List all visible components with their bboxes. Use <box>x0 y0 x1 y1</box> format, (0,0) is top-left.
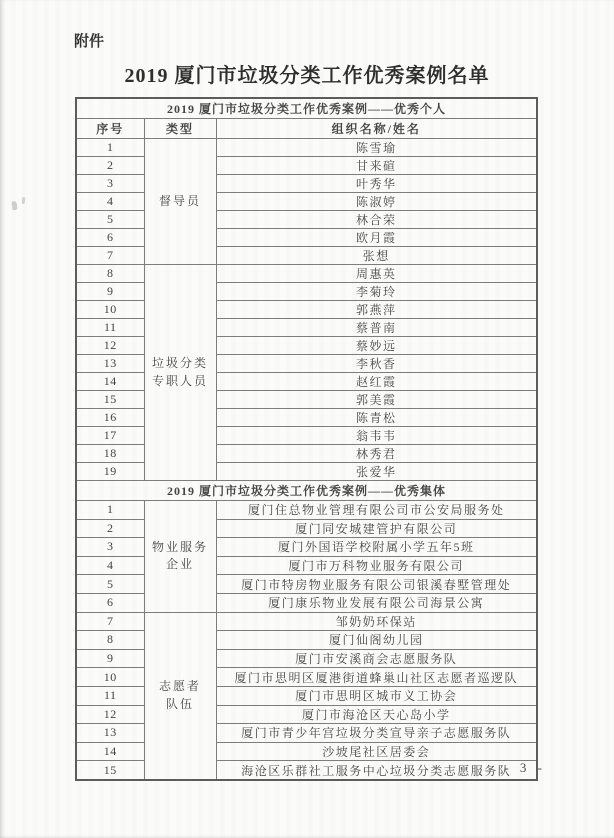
row-number-cell: 1 <box>76 501 144 520</box>
name-cell: 厦门市安溪商会志愿服务队 <box>216 649 537 668</box>
row-number-cell: 7 <box>76 247 144 265</box>
name-cell: 厦门仙阁幼儿园 <box>216 631 537 650</box>
table-row <box>76 265 537 283</box>
name-cell: 厦门康乐物业发展有限公司海景公寓 <box>216 593 537 612</box>
row-number-cell: 12 <box>76 337 144 355</box>
row-number-cell: 3 <box>76 175 144 193</box>
row-number-cell: 11 <box>76 319 144 337</box>
name-cell: 赵红霞 <box>216 373 537 391</box>
row-number-cell: 5 <box>76 211 144 229</box>
name-cell: 翁韦韦 <box>216 427 537 445</box>
row-number-cell: 15 <box>76 761 144 780</box>
name-cell: 厦门市万科物业服务有限公司 <box>216 556 537 575</box>
name-cell: 厦门市思明区厦港街道蜂巢山社区志愿者巡逻队 <box>216 668 537 687</box>
scan-noise-mark <box>22 197 26 204</box>
row-number-cell: 16 <box>76 409 144 427</box>
page-number: - 3 - <box>504 760 546 775</box>
table-row <box>76 612 537 631</box>
row-number-cell: 2 <box>76 519 144 538</box>
name-cell: 海沧区乐群社工服务中心垃圾分类志愿服务队 <box>216 761 537 780</box>
name-cell: 甘来碹 <box>216 157 537 175</box>
type-cell: 志愿者 队伍 <box>144 612 216 780</box>
page-title: 2019 厦门市垃圾分类工作优秀案例名单 <box>124 65 490 87</box>
row-number-cell: 9 <box>76 283 144 301</box>
row-number-cell: 7 <box>76 612 144 631</box>
scan-noise-mark <box>11 201 17 211</box>
row-number-cell: 15 <box>76 391 144 409</box>
name-cell: 厦门市青少年宫垃圾分类宣导亲子志愿服务队 <box>216 724 537 743</box>
row-number-cell: 10 <box>76 301 144 319</box>
row-number-cell: 10 <box>76 668 144 687</box>
cases-table-body <box>76 98 537 780</box>
table-row <box>76 139 537 157</box>
row-number-cell: 4 <box>76 193 144 211</box>
name-cell: 陈雪瑜 <box>216 139 537 157</box>
row-number-cell: 2 <box>76 157 144 175</box>
name-cell: 陈淑婷 <box>216 193 537 211</box>
name-cell: 厦门同安城建管护有限公司 <box>216 519 537 538</box>
name-cell: 欧月霞 <box>216 229 537 247</box>
column-header: 类型 <box>144 119 216 139</box>
name-cell: 林秀君 <box>216 445 537 463</box>
row-number-cell: 18 <box>76 445 144 463</box>
row-number-cell: 8 <box>76 265 144 283</box>
name-cell: 李菊玲 <box>216 283 537 301</box>
section-header: 2019 厦门市垃圾分类工作优秀案例——优秀集体 <box>76 481 537 501</box>
row-number-cell: 14 <box>76 742 144 761</box>
row-number-cell: 3 <box>76 538 144 557</box>
row-number-cell: 19 <box>76 463 144 481</box>
row-number-cell: 13 <box>76 724 144 743</box>
name-cell: 郭燕萍 <box>216 301 537 319</box>
name-cell: 厦门住总物业管理有限公司市公安局服务处 <box>216 501 537 520</box>
name-cell: 张爱华 <box>216 463 537 481</box>
name-cell: 陈青松 <box>216 409 537 427</box>
type-cell: 物业服务 企业 <box>144 501 216 613</box>
row-number-cell: 13 <box>76 355 144 373</box>
name-cell: 蔡妙远 <box>216 337 537 355</box>
row-number-cell: 8 <box>76 631 144 650</box>
name-cell: 沙坡尾社区居委会 <box>216 742 537 761</box>
name-cell: 叶秀华 <box>216 175 537 193</box>
section-header: 2019 厦门市垃圾分类工作优秀案例——优秀个人 <box>76 98 537 119</box>
name-cell: 周惠英 <box>216 265 537 283</box>
row-number-cell: 6 <box>76 229 144 247</box>
row-number-cell: 4 <box>76 556 144 575</box>
name-cell: 厦门市海沧区天心岛小学 <box>216 705 537 724</box>
name-cell: 厦门外国语学校附属小学五年5班 <box>216 538 537 557</box>
row-number-cell: 14 <box>76 373 144 391</box>
cases-table <box>75 97 538 781</box>
row-number-cell: 1 <box>76 139 144 157</box>
row-number-cell: 17 <box>76 427 144 445</box>
row-number-cell: 12 <box>76 705 144 724</box>
name-cell: 厦门市特房物业服务有限公司银溪春墅管理处 <box>216 575 537 594</box>
type-cell: 垃圾分类 专职人员 <box>144 265 216 481</box>
column-header: 组织名称/姓名 <box>216 119 537 139</box>
name-cell: 厦门市思明区城市义工协会 <box>216 686 537 705</box>
table-row <box>76 501 537 520</box>
row-number-cell: 6 <box>76 593 144 612</box>
row-number-cell: 5 <box>76 575 144 594</box>
name-cell: 张想 <box>216 247 537 265</box>
section-header-row <box>76 98 537 119</box>
row-number-cell: 9 <box>76 649 144 668</box>
column-header: 序号 <box>76 119 144 139</box>
name-cell: 林合荣 <box>216 211 537 229</box>
name-cell: 李秋香 <box>216 355 537 373</box>
name-cell: 蔡普南 <box>216 319 537 337</box>
name-cell: 邹奶奶环保站 <box>216 612 537 631</box>
section-header-row <box>76 481 537 501</box>
name-cell: 郭美霞 <box>216 391 537 409</box>
attachment-label: 附件 <box>74 33 105 50</box>
row-number-cell: 11 <box>76 686 144 705</box>
column-header-row <box>76 119 537 139</box>
type-cell: 督导员 <box>144 139 216 265</box>
